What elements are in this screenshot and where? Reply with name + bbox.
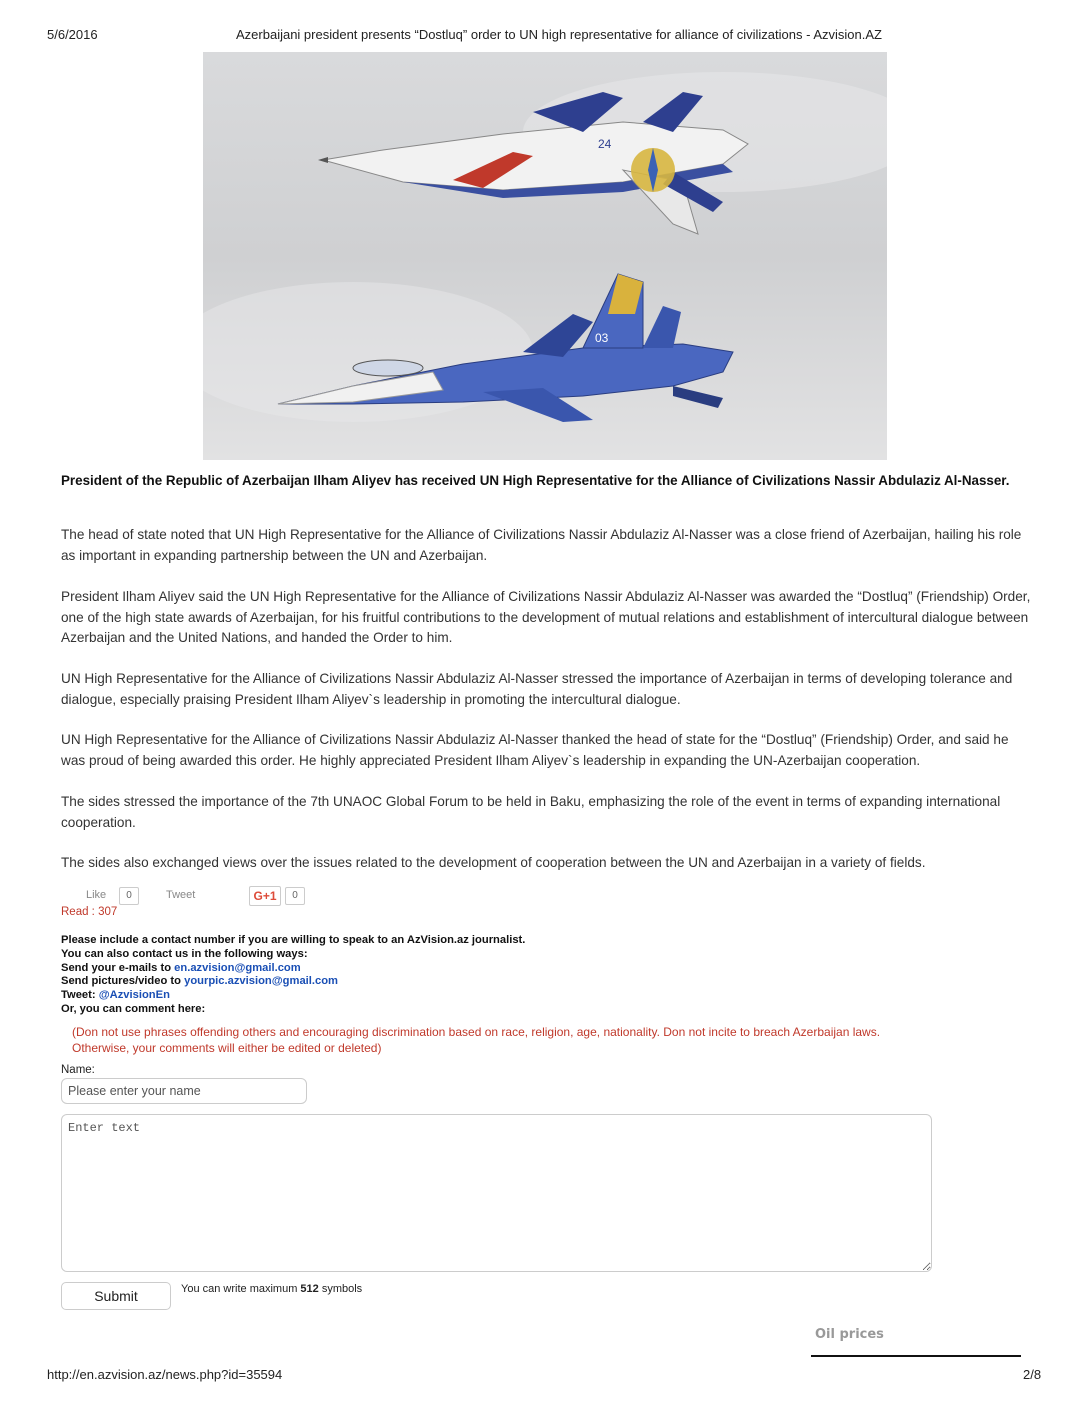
like-button[interactable]: Like xyxy=(86,889,107,901)
contact-line: Please include a contact number if you are willing to speak to an AzVision.az journalist. xyxy=(61,934,526,946)
email-link[interactable]: en.azvision@gmail.com xyxy=(174,961,301,974)
submit-button[interactable]: Submit xyxy=(61,1282,171,1310)
like-count: 0 xyxy=(119,887,139,905)
page-title: Azerbaijani president presents “Dostluq” order to UN high representative for alliance of civilizations - Azvision.AZ xyxy=(236,27,882,42)
pics-prefix: Send pictures/video to xyxy=(61,975,185,988)
pics-email-link[interactable]: yourpic.azvision@gmail.com xyxy=(184,975,338,988)
max-suffix: symbols xyxy=(318,1283,363,1295)
upper-jet-number: 24 xyxy=(598,137,612,151)
page-url: http://en.azvision.az/news.php?id=35594 xyxy=(47,1367,283,1382)
article-paragraph: The sides stressed the importance of the 7th UNAOC Global Forum to be held in Baku, emphasizing the role of the event in terms of expanding international cooperation. xyxy=(61,794,1001,830)
lower-jet-number: 03 xyxy=(595,331,609,345)
tweet-line xyxy=(61,989,525,1003)
gplus-count: 0 xyxy=(285,887,305,905)
pics-line xyxy=(61,975,525,989)
contact-info xyxy=(61,934,525,1017)
max-prefix: You can write maximum xyxy=(181,1283,301,1295)
max-symbols-note xyxy=(181,1283,362,1295)
max-symbols-value: 512 xyxy=(300,1283,319,1295)
name-label: Name: xyxy=(61,1064,95,1076)
read-count: Read : 307 xyxy=(61,906,118,918)
twitter-handle-link[interactable]: @AzvisionEn xyxy=(98,989,170,1002)
oil-prices-heading[interactable]: Oil prices xyxy=(815,1327,884,1342)
comment-prompt: Or, you can comment here: xyxy=(61,1002,206,1015)
comment-warning: (Don not use phrases offending others and encouraging discrimination based on race, religion, age, nationality. Don not incite to breach Azerbaijan laws. Otherwise, your comments will either be edited or deleted) xyxy=(72,1025,881,1055)
article-paragraph: UN High Representative for the Alliance of Civilizations Nassir Abdulaziz Al-Nasser thanked the head of state for the “Dostluq” (Friendship) Order, and said he was proud of being awarded this order. He highly appreciated President Ilham Aliyev`s leadership in expanding the UN-Azerbaijan cooperation. xyxy=(61,732,1009,768)
article-paragraph: UN High Representative for the Alliance of Civilizations Nassir Abdulaziz Al-Nasser stressed the importance of Azerbaijan in terms of developing tolerance and dialogue, especially praising President Ilham Aliyev`s leadership in promoting the intercultural dialogue. xyxy=(61,671,1013,707)
name-input[interactable] xyxy=(61,1078,307,1104)
oil-prices-underline xyxy=(811,1355,1021,1357)
contact-line: You can also contact us in the following ways: xyxy=(61,947,308,960)
page-number: 2/8 xyxy=(1023,1367,1042,1382)
article-lead: President of the Republic of Azerbaijan Ilham Aliyev has received UN High Representative for the Alliance of Civilizations Nassir Abdulaziz Al-Nasser. xyxy=(61,473,1010,488)
gplus-button[interactable]: G+1 xyxy=(249,886,281,906)
article-paragraph: The head of state noted that UN High Representative for the Alliance of Civilizations Nassir Abdulaziz Al-Nasser was a close friend of Azerbaijan, hailing his role as important in expanding partnership between the UN and Azerbaijan. xyxy=(61,527,1022,563)
article-photo xyxy=(203,52,887,460)
email-prefix: Send your e-mails to xyxy=(61,961,175,974)
email-line xyxy=(61,962,525,976)
comment-textarea[interactable] xyxy=(61,1114,932,1272)
print-date: 5/6/2016 xyxy=(47,27,98,42)
tweet-prefix: Tweet: xyxy=(61,989,99,1002)
tweet-button[interactable]: Tweet xyxy=(166,889,196,901)
article-paragraph: The sides also exchanged views over the issues related to the development of cooperation between the UN and Azerbaijan in a variety of fields. xyxy=(61,855,926,870)
article-paragraph: President Ilham Aliyev said the UN High Representative for the Alliance of Civilizations Nassir Abdulaziz Al-Nasser was awarded the “Dostluq” (Friendship) Order, one of the high state awards of Azerbaijan, for his fruitful contributions to the development of mutual relations and establishment of intercultural dialogue between Azerbaijan and the United Nations, and handed the Order to him. xyxy=(61,589,1031,645)
